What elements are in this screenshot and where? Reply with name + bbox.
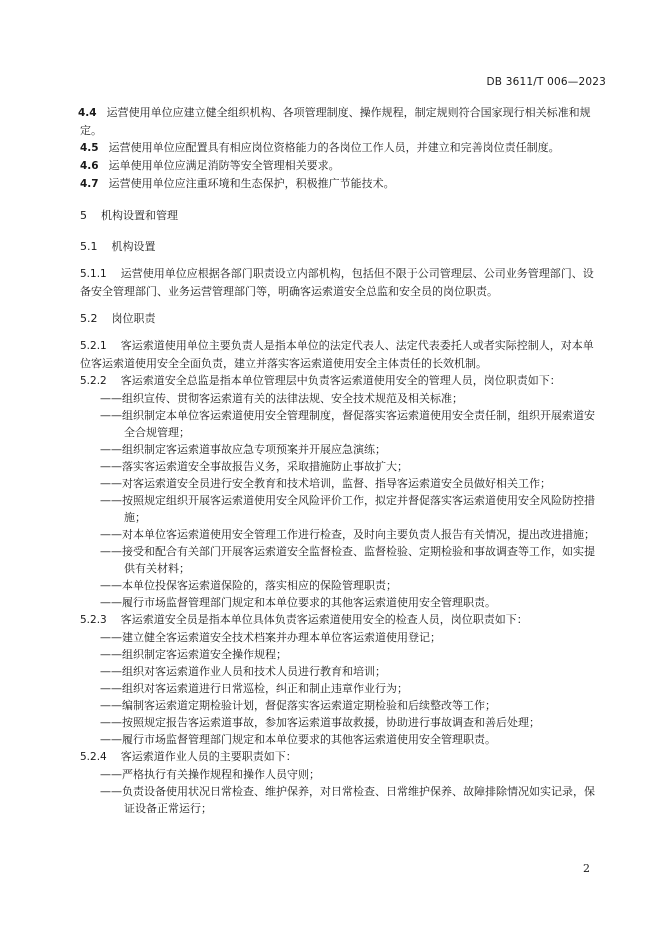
list-item: ——组织对客运索道作业人员和技术人员进行教育和培训； xyxy=(100,665,386,678)
section-title: 岗位职责 xyxy=(111,312,156,325)
clause-5-2-3 xyxy=(80,611,600,629)
clause-5-1-1 xyxy=(80,265,600,300)
list-item: ——负责设备使用状况日常检查、维护保养，对日常检查、日常维护保养、故障排除情况如实记录，保证设备正常运行； xyxy=(100,785,595,815)
list-item: ——严格执行有关操作规程和操作人员守则； xyxy=(100,768,320,781)
clause-text: 运营使用单位应建立健全组织机构、各项管理制度、操作规程，制定规则符合国家现行相关标准和规定。 xyxy=(80,106,591,137)
clause-5-2-4-list xyxy=(80,766,600,817)
page-number: 2 xyxy=(583,862,590,875)
clause-number: 4.4 xyxy=(78,107,97,119)
clause-number: 5.2.1 xyxy=(80,340,107,352)
section-5-heading xyxy=(80,207,600,224)
list-item: ——建立健全客运索道安全技术档案并办理本单位客运索道使用登记； xyxy=(100,631,441,644)
clause-5-2-4 xyxy=(80,748,600,766)
list-item: ——按照规定报告客运索道事故，参加客运索道事故救援，协助进行事故调查和善后处理； xyxy=(100,716,540,729)
list-item: ——履行市场监督管理部门规定和本单位要求的其他客运索道使用安全管理职责。 xyxy=(100,596,496,609)
clause-text: 运单使用单位应满足消防等安全管理相关要求。 xyxy=(108,159,340,172)
document-body xyxy=(80,104,600,817)
clause-4-5 xyxy=(80,139,600,157)
section-title: 机构设置和管理 xyxy=(101,209,178,222)
section-number: 5 xyxy=(80,209,87,222)
list-item: ——本单位投保客运索道保险的，落实相应的保险管理职责； xyxy=(100,579,397,592)
section-5-1-heading xyxy=(80,238,600,255)
list-item: ——组织制定客运索道安全操作规程； xyxy=(100,648,287,661)
clause-4-7 xyxy=(80,175,600,193)
clause-number: 4.6 xyxy=(80,160,99,172)
clause-text: 客运索道作业人员的主要职责如下： xyxy=(120,750,297,763)
clause-number: 4.7 xyxy=(80,178,99,190)
clause-text: 客运索道安全总监是指本单位管理层中负责客运索道使用安全的管理人员，岗位职责如下： xyxy=(120,374,561,387)
clause-number: 5.2.3 xyxy=(80,614,107,626)
section-number: 5.1 xyxy=(80,240,98,253)
list-item: ——履行市场监督管理部门规定和本单位要求的其他客运索道使用安全管理职责。 xyxy=(100,733,496,746)
list-item: ——对本单位客运索道使用安全管理工作进行检查，及时向主要负责人报告有关情况，提出改进措施； xyxy=(100,528,595,541)
clause-4-6 xyxy=(80,157,600,175)
clause-text: 客运索道使用单位主要负责人是指本单位的法定代表人、法定代表委托人或者实际控制人，对本单位客运索道使用安全全面负责，建立并落实客运索道使用安全主体责任的长效机制。 xyxy=(80,339,594,370)
list-item: ——组织宣传、贯彻客运索道有关的法律法规、安全技术规范及相关标准； xyxy=(100,392,463,405)
clause-text: 运营使用单位应注重环境和生态保护，积极推广节能技术。 xyxy=(108,177,395,190)
list-item: ——对客运索道安全员进行安全教育和技术培训，监督、指导客运索道安全员做好相关工作； xyxy=(100,477,551,490)
list-item: ——组织制定本单位客运索道使用安全管理制度，督促落实客运索道使用安全责任制，组织开展索道安全合规管理； xyxy=(100,409,595,439)
list-item: ——接受和配合有关部门开展客运索道安全监督检查、监督检验、定期检验和事故调查等工作，如实提供有关材料； xyxy=(100,545,595,575)
clause-text: 运营使用单位应配置具有相应岗位资格能力的各岗位工作人员，并建立和完善岗位责任制度。 xyxy=(108,141,560,154)
list-item: ——编制客运索道定期检验计划，督促落实客运索道定期检验和后续整改等工作； xyxy=(100,699,496,712)
clause-5-2-2 xyxy=(80,372,600,390)
clause-5-2-1 xyxy=(80,337,600,372)
clause-number: 5.1.1 xyxy=(80,268,107,280)
clause-number: 5.2.4 xyxy=(80,751,107,763)
clause-text: 客运索道安全员是指本单位具体负责客运索道使用安全的检查人员，岗位职责如下： xyxy=(120,613,528,626)
list-item: ——组织制定客运索道事故应急专项预案并开展应急演练； xyxy=(100,443,386,456)
list-item: ——落实客运索道安全事故报告义务，采取措施防止事故扩大； xyxy=(100,460,408,473)
section-5-2-heading xyxy=(80,310,600,327)
document-code-header: DB 3611/T 006—2023 xyxy=(486,76,606,88)
clause-5-2-3-list xyxy=(80,629,600,748)
clause-number: 5.2.2 xyxy=(80,375,107,387)
section-number: 5.2 xyxy=(80,312,98,325)
list-item: ——组织对客运索道进行日常巡检，纠正和制止违章作业行为； xyxy=(100,682,408,695)
section-title: 机构设置 xyxy=(111,240,156,253)
clause-5-2-2-list xyxy=(80,390,600,611)
list-item: ——按照规定组织开展客运索道使用安全风险评价工作，拟定并督促落实客运索道使用安全风险防控措施； xyxy=(100,494,595,524)
clause-text: 运营使用单位应根据各部门职责设立内部机构，包括但不限于公司管理层、公司业务管理部门、设备安全管理部门、业务运营管理部门等，明确客运索道安全总监和安全员的岗位职责。 xyxy=(80,267,594,298)
clause-number: 4.5 xyxy=(80,142,99,154)
clause-4-4 xyxy=(80,104,600,139)
